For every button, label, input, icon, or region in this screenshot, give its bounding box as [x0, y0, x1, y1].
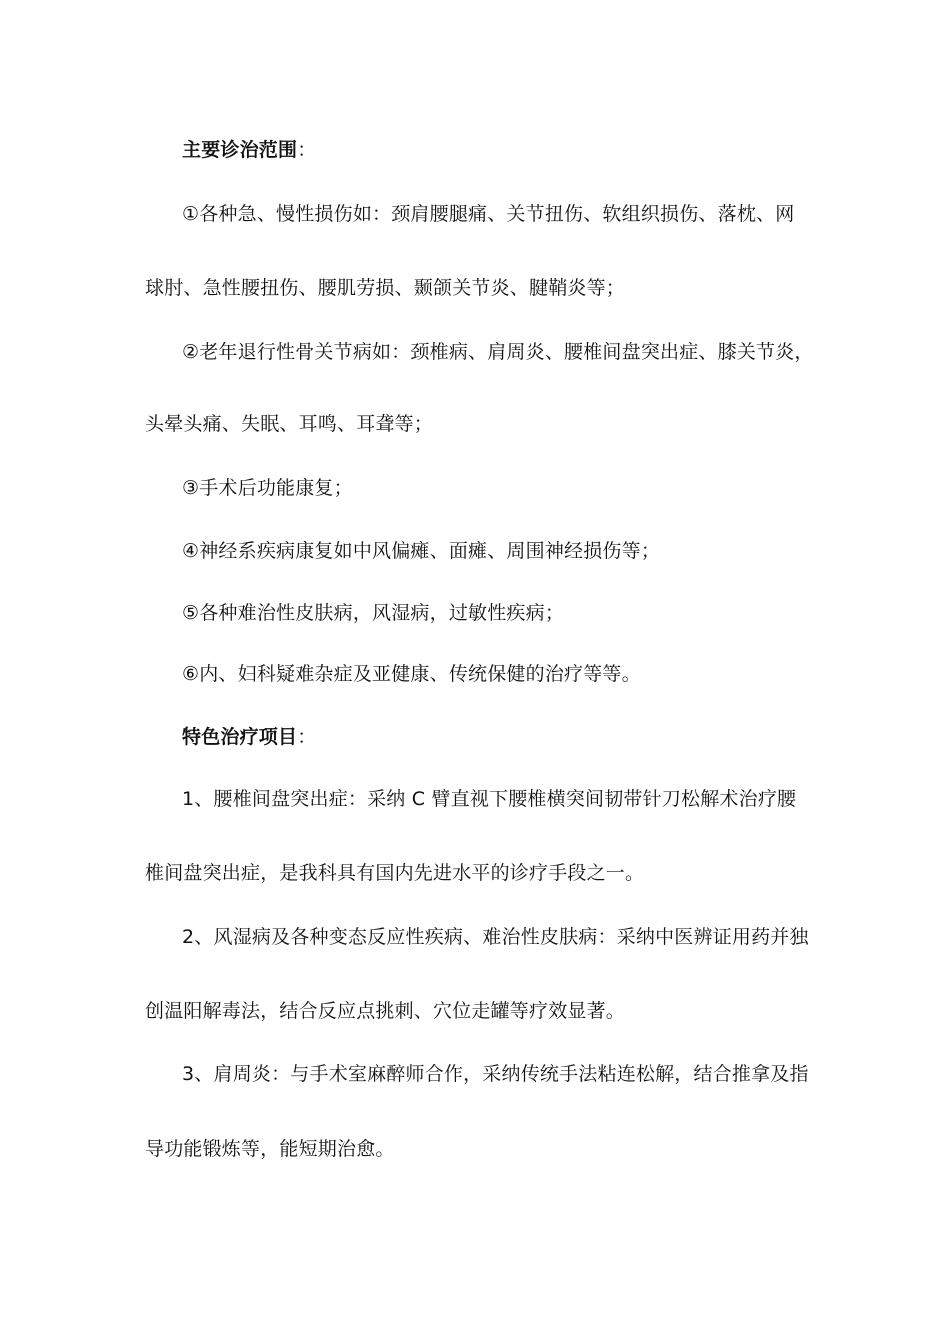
special-item-2-line-1: 2、风湿病及各种变态反应性疾病、难治性皮肤病：采纳中医辨证用药并独 [182, 926, 809, 948]
scope-item-6: ⑥内、妇科疑难杂症及亚健康、传统保健的治疗等等。 [182, 663, 641, 685]
heading-scope-colon: ： [297, 139, 317, 161]
scope-item-2-line-1: ②老年退行性骨关节病如：颈椎病、肩周炎、腰椎间盘突出症、膝关节炎， [182, 341, 814, 363]
special-item-2-line-2: 创温阳解毒法，结合反应点挑刺、穴位走罐等疗效显著。 [145, 1000, 626, 1022]
special-item-1-line-1: 1、腰椎间盘突出症：采纳 C 臂直视下腰椎横突间韧带针刀松解术治疗腰 [182, 788, 797, 810]
special-item-3-line-1: 3、肩周炎：与手术室麻醉师合作，采纳传统手法粘连松解，结合推拿及指 [182, 1063, 809, 1085]
section-heading-special [182, 724, 316, 750]
scope-item-5: ⑤各种难治性皮肤病，风湿病，过敏性疾病； [182, 602, 565, 624]
section-heading-scope [182, 137, 316, 163]
heading-scope-text: 主要诊治范围 [182, 139, 298, 161]
heading-special-colon: ： [297, 726, 317, 748]
scope-item-4: ④神经系疾病康复如中风偏瘫、面瘫、周围神经损伤等； [182, 540, 661, 562]
scope-item-3: ③手术后功能康复； [182, 477, 353, 499]
scope-item-1-line-2: 球肘、急性腰扭伤、腰肌劳损、颞颌关节炎、腱鞘炎等； [145, 277, 626, 299]
scope-item-2-line-2: 头晕头痛、失眠、耳鸣、耳聋等； [145, 413, 434, 435]
special-item-3-line-2: 导功能锻炼等，能短期治愈。 [145, 1138, 395, 1160]
scope-item-1-line-1: ①各种急、慢性损伤如：颈肩腰腿痛、关节扭伤、软组织损伤、落枕、网 [182, 203, 795, 225]
heading-special-text: 特色治疗项目 [182, 726, 298, 748]
special-item-1-line-2: 椎间盘突出症，是我科具有国内先进水平的诊疗手段之一。 [145, 862, 645, 884]
